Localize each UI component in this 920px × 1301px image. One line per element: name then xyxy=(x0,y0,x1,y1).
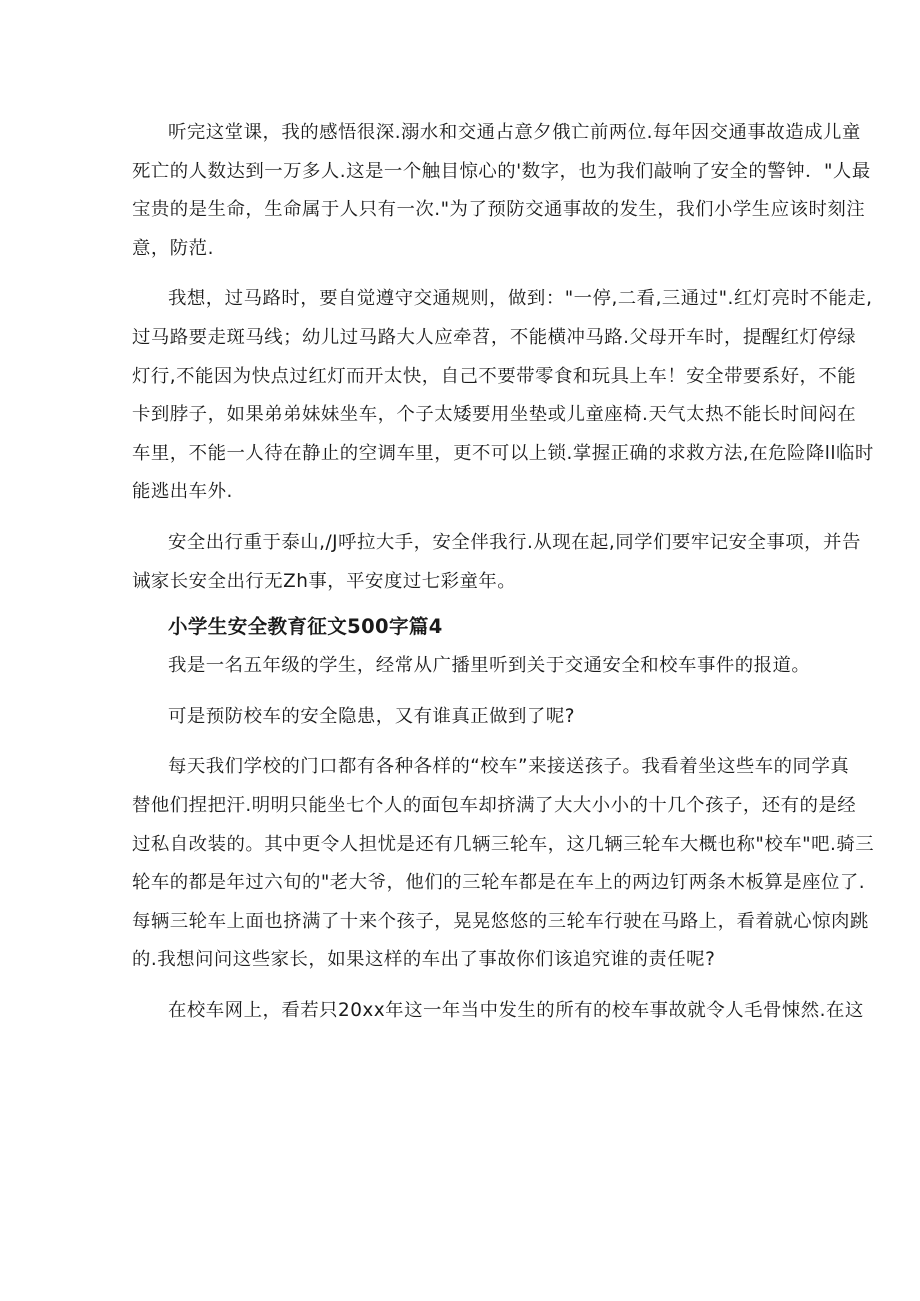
text-line: 轮车的都是年过六旬的"老大爷，他们的三轮车都是在车上的两边钉两条木板算是座位了. xyxy=(132,872,866,894)
text-line: 我想，过马路时，要自觉遵守交通规则，做到："一停,二看,三通过".红灯亮时不能走, xyxy=(168,288,873,310)
paragraph-reflection xyxy=(132,114,871,268)
text-line: 我是一名五年级的学生，经常从广播里听到关于交通安全和校车事件的报道。 xyxy=(168,655,811,677)
text-line: 过马路要走斑马线；幼儿过马路大人应牵苕，不能横冲马路.父母开车时，提醒红灯停绿 xyxy=(132,326,857,348)
section-heading: 小学生安全教育征文500字篇4 xyxy=(168,615,443,639)
paragraph-school-bus xyxy=(132,748,875,980)
paragraph-traffic-rules xyxy=(132,280,874,512)
paragraph-accidents xyxy=(132,992,864,1031)
text-line: 宝贵的是生命，生命属于人只有一次."为了预防交通事故的发生，我们小学生应该时刻注 xyxy=(132,199,866,221)
text-line: 灯行,不能因为快点过红灯而开太快，自己不要带零食和玩具上车！安全带要系好，不能 xyxy=(132,365,857,387)
text-line: 每天我们学校的门口都有各种各样的“校车”来接送孩子。我看着坐这些车的同学真 xyxy=(168,756,850,778)
text-line: 每辆三轮车上面也挤满了十来个孩子，晃晃悠悠的三轮车行驶在马路上，看着就心惊肉跳 xyxy=(132,910,869,932)
paragraph-intro xyxy=(132,647,811,686)
text-line: 意，防范. xyxy=(132,237,214,259)
text-line: 过私自改装的。其中更令人担忧是还有几辆三轮车，这几辆三轮车大概也称"校车"吧.骑三 xyxy=(132,833,875,855)
text-line: 替他们捏把汗.明明只能坐七个人的面包车却挤满了大大小小的十几个孩子，还有的是经 xyxy=(132,794,857,816)
text-line: 卡到脖子，如果弟弟妹妹坐车，个子太矮要用坐垫或儿童座椅.天气太热不能长时间闷在 xyxy=(132,404,857,426)
text-line: 听完这堂课，我的感悟很深.溺水和交通占意夕俄亡前两位.每年因交通事故造成儿童 xyxy=(168,122,861,143)
text-line: 能逃出车外. xyxy=(132,481,233,503)
paragraph-safe-travel xyxy=(132,524,861,601)
paragraph-question xyxy=(132,698,792,737)
text-line: 车里，不能一人待在静止的空调车里，更不可以上锁.掌握正确的求救方法,在危险降ll临时 xyxy=(132,442,874,464)
text-line: 安全出行重于泰山,/J呼拉大手，安全伴我行.从现在起,同学们要牢记安全事项，并告 xyxy=(168,531,861,553)
text-line: 可是预防校车的安全隐患，又有谁真正做到了呢? xyxy=(168,705,575,727)
text-line: 死亡的人数达到一万多人.这是一个触目惊心的'数字，也为我们敲响了安全的警钟．"人最 xyxy=(132,160,871,182)
text-line: 诫家长安全出行无Zh事，平安度过七彩童年。 xyxy=(132,570,517,592)
text-line: 的.我想问问这些家长，如果这样的车出了事故你们该追究谁的责任呢? xyxy=(132,949,716,971)
text-line: 在校车网上，看若只20xx年这一年当中发生的所有的校车事故就令人毛骨悚然.在这 xyxy=(168,999,864,1021)
